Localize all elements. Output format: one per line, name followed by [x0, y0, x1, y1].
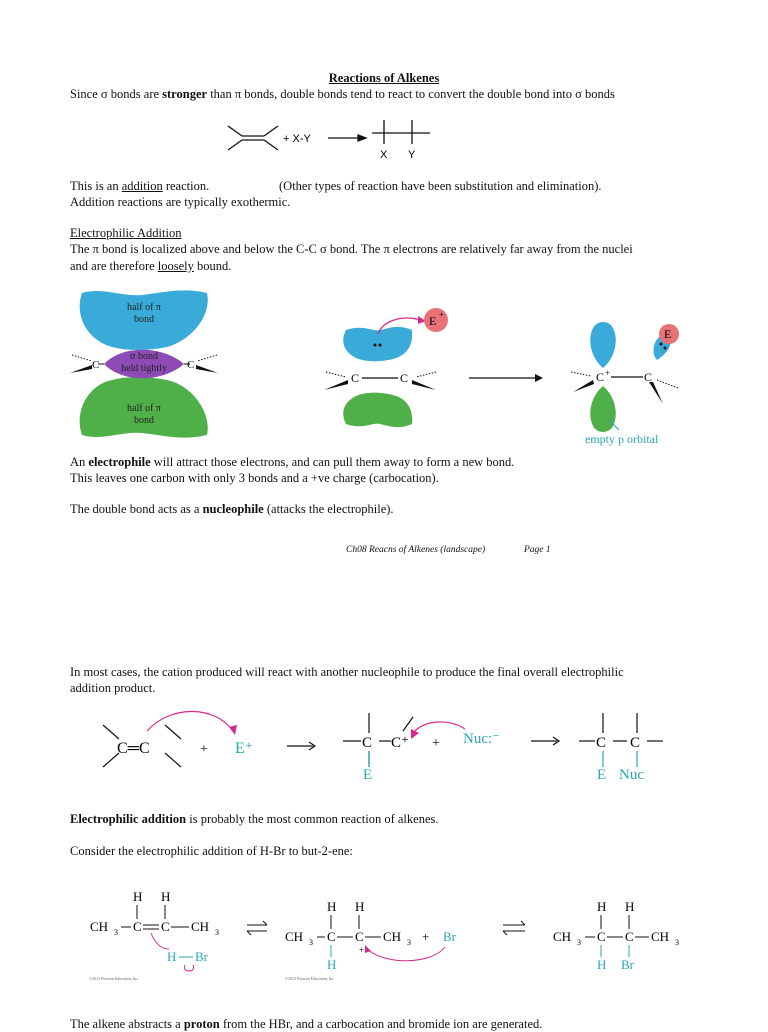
carbocation-figure	[563, 300, 683, 450]
nucleophile-text: The double bond acts as a nucleophile (attacks the electrophile).	[70, 502, 394, 516]
held-tightly-label: held tightly	[121, 363, 167, 374]
x-label: X	[380, 149, 388, 161]
electrophile-bonded-label: E	[664, 327, 672, 341]
h-atom: H	[625, 899, 635, 914]
copyright-2: ©2013 Pearson Education, Inc.	[285, 976, 336, 981]
carbon-right: C	[644, 370, 653, 384]
carbon-right: C	[400, 371, 409, 385]
carbocation-charge: +	[605, 368, 611, 378]
product-carbon-2: C	[630, 735, 641, 751]
page2-text-2: addition product.	[70, 681, 156, 695]
other-reactions-note: (Other types of reaction have been substitution and elimination).	[279, 179, 602, 193]
nucleophile-label: Nuc:⁻	[463, 731, 501, 747]
plus-sign-2: +	[432, 736, 440, 751]
electrophile-charge: +	[439, 310, 444, 319]
copyright-1: ©2013 Pearson Education, Inc.	[89, 976, 140, 981]
h-atom: H	[597, 899, 607, 914]
methyl-left: CH	[285, 929, 304, 944]
h-atom: H	[355, 899, 365, 914]
addition-line: This is an addition reaction.	[70, 179, 210, 193]
footer-course: Ch08 Reacns of Alkenes (landscape)	[346, 545, 486, 555]
methyl-right: CH	[651, 929, 670, 944]
subscript-3: 3	[675, 938, 679, 947]
carbocation-c-plus: C⁺	[391, 735, 409, 751]
e-substituent: E	[363, 767, 373, 783]
carbon: C	[625, 929, 634, 944]
product-hydrogen: H	[597, 957, 607, 972]
product-carbon-1: C	[596, 735, 607, 751]
bond-label-top: bond	[134, 314, 154, 325]
intro-text: Since σ bonds are stronger than π bonds, double bonds tend to react to convert the double bond into σ bonds	[70, 87, 615, 101]
bromide-ion: Br	[443, 929, 456, 944]
addition-scheme	[220, 112, 450, 167]
electrophile-e-plus: E⁺	[235, 740, 254, 757]
product-bromine: Br	[621, 957, 634, 972]
subscript-3: 3	[309, 938, 313, 947]
y-label: Y	[408, 149, 416, 161]
product-nuc: Nuc	[619, 767, 644, 783]
electrophile-text-1: An electrophile will attract those electrons, and can pull them away to form a new bond.	[70, 455, 515, 469]
reagent-label: + X-Y	[283, 133, 311, 145]
product-e: E	[597, 767, 607, 783]
carbon-left: C	[92, 359, 100, 371]
alkene-cc: C═C	[117, 740, 150, 757]
pi-bond-text-1: The π bond is localized above and below the C-C σ bond. The π electrons are relatively far away from the nuclei	[70, 242, 633, 256]
carbocation-charge: +	[359, 945, 365, 955]
page-title: Reactions of Alkenes	[328, 71, 440, 85]
hbr-addition-scheme	[85, 885, 685, 985]
carbon: C	[161, 919, 170, 934]
subscript-3: 3	[407, 938, 411, 947]
pi-orbital-figure	[62, 285, 232, 445]
added-hydrogen: H	[327, 957, 337, 972]
electrophile-text-2: This leaves one carbon with only 3 bonds and a +ve charge (carbocation).	[70, 471, 439, 485]
carbon-e: C	[362, 735, 373, 751]
pi-attack-figure	[318, 300, 453, 435]
half-pi-label-top: half of π	[127, 302, 161, 313]
subscript-3: 3	[577, 938, 581, 947]
subscript-3: 3	[215, 928, 219, 937]
carbon-left: C	[351, 371, 360, 385]
carbon-right: C	[187, 359, 195, 371]
sigma-bond-label: σ bond	[130, 351, 158, 362]
subscript-3: 3	[114, 928, 118, 937]
electrophile-label: E	[429, 314, 437, 328]
h-atom: H	[133, 889, 143, 904]
empty-p-orbital-label: empty p orbital	[585, 432, 659, 446]
methyl-right: CH	[191, 919, 210, 934]
final-text: The alkene abstracts a proton from the HBr, and a carbocation and bromide ion are generated.	[70, 1017, 543, 1031]
footer-page: Page 1	[524, 545, 551, 555]
pi-bond-text-2: and are therefore loosely bound.	[70, 259, 232, 273]
methyl-right: CH	[383, 929, 402, 944]
h-atom: H	[161, 889, 171, 904]
general-addition-scheme	[95, 705, 675, 785]
carbon: C	[133, 919, 142, 934]
reaction-arrow-1	[467, 370, 547, 386]
hbr-hydrogen: H	[167, 949, 177, 964]
exothermic-note: Addition reactions are typically exothermic.	[70, 195, 291, 209]
carbon: C	[327, 929, 336, 944]
carbon: C	[597, 929, 606, 944]
plus-sign-1: +	[200, 742, 208, 757]
consider-text: Consider the electrophilic addition of H-Br to but-2-ene:	[70, 844, 353, 858]
methyl-left: CH	[90, 919, 109, 934]
page2-text-1: In most cases, the cation produced will react with another nucleophile to produce the final overall electrophilic	[70, 665, 624, 679]
carbon: C	[355, 929, 364, 944]
section-heading: Electrophilic Addition	[70, 226, 182, 240]
carbocation-carbon: C	[596, 370, 605, 384]
methyl-left: CH	[553, 929, 572, 944]
bond-label-bottom: bond	[134, 415, 154, 426]
hbr-bromine: Br	[195, 949, 208, 964]
plus-sign: +	[422, 929, 430, 944]
common-reaction-text: Electrophilic addition is probably the most common reaction of alkenes.	[70, 812, 439, 826]
half-pi-label-bottom: half of π	[127, 403, 161, 414]
h-atom: H	[327, 899, 337, 914]
